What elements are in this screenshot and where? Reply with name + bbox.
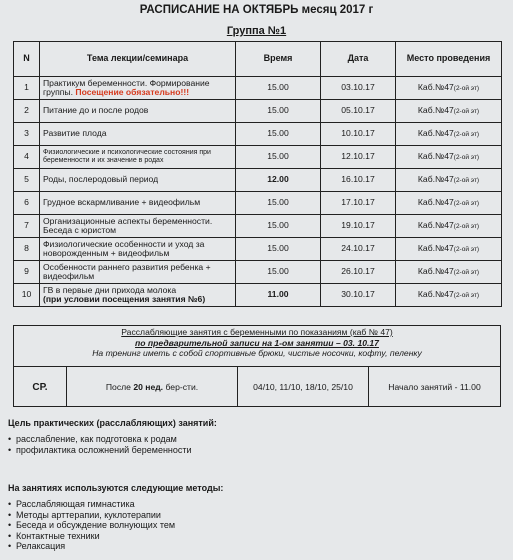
row-date: 24.10.17 <box>321 238 396 261</box>
row-room <box>396 123 502 146</box>
page-title: РАСПИСАНИЕ НА ОКТЯБРЬ месяц 2017 г <box>139 4 374 16</box>
row-date: 17.10.17 <box>321 192 396 215</box>
row-topic: Питание до и после родов <box>40 100 236 123</box>
column-header-place: Место проведения <box>396 42 502 77</box>
list-item: • Беседа и обсуждение волнующих тем <box>8 520 223 531</box>
row-topic <box>40 284 236 307</box>
list-item: • Контактные техники <box>8 531 223 542</box>
row-number: 6 <box>14 192 40 215</box>
relaxation-day: СР. <box>14 367 67 407</box>
room-floor: (2-ой эт) <box>453 222 480 230</box>
row-topic: Физиологические и психологические состояния при беременности и их значение в родах <box>40 146 236 169</box>
row-number: 7 <box>14 215 40 238</box>
topic-text: ГВ в первые дни прихода молока <box>43 284 177 295</box>
room-text: Каб.№47 <box>417 127 454 138</box>
room-floor: (2-ой эт) <box>453 107 480 115</box>
row-room <box>396 100 502 123</box>
table-header-row <box>14 42 502 77</box>
room-text: Каб.№47 <box>417 265 454 276</box>
table-row <box>14 261 502 284</box>
row-number: 1 <box>14 77 40 100</box>
row-time: 15.00 <box>236 192 321 215</box>
room-text: Каб.№47 <box>417 173 454 184</box>
goals-heading: Цель практических (расслабляющих) занятий: <box>8 418 217 428</box>
row-number: 8 <box>14 238 40 261</box>
list-item: • Расслабляющая гимнастика <box>8 499 223 510</box>
row-date: 12.10.17 <box>321 146 396 169</box>
relaxation-line3: На тренинг иметь с собой спортивные брюки, чистые носочки, кофту, пеленку <box>92 348 422 358</box>
condition-suffix: бер-сти. <box>165 382 199 392</box>
row-room <box>396 238 502 261</box>
relaxation-schedule-row <box>14 366 500 407</box>
row-time: 15.00 <box>236 123 321 146</box>
room-floor: (2-ой эт) <box>453 291 480 299</box>
topic-note: Посещение обязательно!!! <box>75 87 190 97</box>
row-date: 16.10.17 <box>321 169 396 192</box>
row-time: 15.00 <box>236 146 321 169</box>
column-header-n: N <box>14 42 40 77</box>
row-number: 4 <box>14 146 40 169</box>
table-row <box>14 77 502 100</box>
row-time: 15.00 <box>236 100 321 123</box>
row-topic: Физиологические особенности и уход за новорожденным + видеофильм <box>40 238 236 261</box>
goals-section <box>8 418 217 455</box>
row-time: 12.00 <box>236 169 321 192</box>
room-text: Каб.№47 <box>417 104 454 115</box>
relaxation-line1: Расслабляющие занятия с беременными по показаниям (каб № 47) <box>121 327 393 337</box>
row-room <box>396 284 502 307</box>
row-room <box>396 215 502 238</box>
row-time: 11.00 <box>236 284 321 307</box>
methods-section <box>8 483 223 552</box>
table-row <box>14 100 502 123</box>
row-date: 05.10.17 <box>321 100 396 123</box>
row-date: 26.10.17 <box>321 261 396 284</box>
table-row <box>14 192 502 215</box>
row-date: 03.10.17 <box>321 77 396 100</box>
relaxation-dates: 04/10, 11/10, 18/10, 25/10 <box>238 367 369 407</box>
row-room <box>396 261 502 284</box>
row-topic <box>40 77 236 100</box>
row-date: 19.10.17 <box>321 215 396 238</box>
table-row <box>14 169 502 192</box>
room-text: Каб.№47 <box>417 81 454 92</box>
relaxation-condition <box>67 367 238 407</box>
topic-note: (при условии посещения занятия №6) <box>43 294 206 304</box>
methods-heading: На занятиях используются следующие методы: <box>8 483 224 493</box>
room-floor: (2-ой эт) <box>453 84 480 92</box>
list-item: • расслабление, как подготовка к родам <box>8 434 217 445</box>
goals-list <box>8 434 217 455</box>
group-title: Группа №1 <box>226 25 287 37</box>
row-number: 9 <box>14 261 40 284</box>
room-floor: (2-ой эт) <box>453 245 480 253</box>
room-text: Каб.№47 <box>417 150 454 161</box>
room-floor: (2-ой эт) <box>453 153 480 161</box>
relaxation-block <box>13 325 501 407</box>
relaxation-line2: по предварительной записи на 1-ом занятии – 03. 10.17 <box>135 337 379 348</box>
row-room <box>396 192 502 215</box>
row-topic: Организационные аспекты беременности. Беседа с юристом <box>40 215 236 238</box>
condition-weeks: 20 нед. <box>133 382 164 392</box>
row-time: 15.00 <box>236 77 321 100</box>
row-number: 3 <box>14 123 40 146</box>
methods-list <box>8 499 223 552</box>
table-row <box>14 284 502 307</box>
row-time: 15.00 <box>236 238 321 261</box>
row-topic: Грудное вскармливание + видеофильм <box>40 192 236 215</box>
column-header-date: Дата <box>321 42 396 77</box>
room-floor: (2-ой эт) <box>453 130 480 138</box>
row-date: 30.10.17 <box>321 284 396 307</box>
relaxation-start: Начало занятий - 11.00 <box>388 382 481 392</box>
row-time: 15.00 <box>236 215 321 238</box>
room-text: Каб.№47 <box>417 242 454 253</box>
topic-text: Практикум беременности. Формирование группы. <box>43 77 210 97</box>
table-row <box>14 238 502 261</box>
room-floor: (2-ой эт) <box>453 268 480 276</box>
row-number: 5 <box>14 169 40 192</box>
row-topic: Роды, послеродовый период <box>40 169 236 192</box>
column-header-topic: Тема лекции/семинара <box>40 42 236 77</box>
table-row <box>14 123 502 146</box>
room-floor: (2-ой эт) <box>453 176 480 184</box>
row-room <box>396 146 502 169</box>
row-topic: Особенности раннего развития ребенка + видеофильм <box>40 261 236 284</box>
condition-prefix: После <box>105 382 131 392</box>
table-row <box>14 215 502 238</box>
row-number: 2 <box>14 100 40 123</box>
table-row <box>14 146 502 169</box>
list-item: • Методы арттерапии, куклотерапии <box>8 510 223 521</box>
row-room <box>396 77 502 100</box>
room-text: Каб.№47 <box>417 219 454 230</box>
relaxation-header <box>14 326 500 359</box>
room-floor: (2-ой эт) <box>453 199 480 207</box>
row-time: 15.00 <box>236 261 321 284</box>
list-item: • профилактика осложнений беременности <box>8 445 217 456</box>
row-date: 10.10.17 <box>321 123 396 146</box>
room-text: Каб.№47 <box>417 196 454 207</box>
schedule-table <box>13 41 502 307</box>
room-text: Каб.№47 <box>417 288 454 299</box>
list-item: • Релаксация <box>8 541 223 552</box>
row-number: 10 <box>14 284 40 307</box>
column-header-time: Время <box>236 42 321 77</box>
row-topic: Развитие плода <box>40 123 236 146</box>
row-room <box>396 169 502 192</box>
